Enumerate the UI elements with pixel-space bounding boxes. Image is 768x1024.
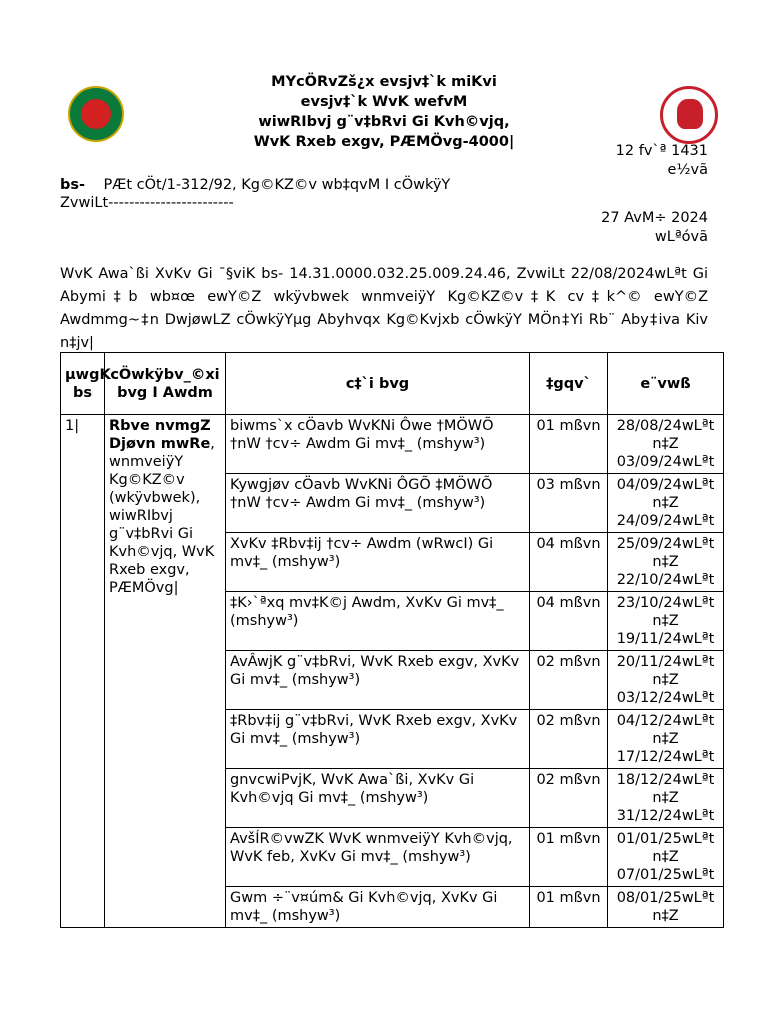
office-cell: gnvcwiPvjK, WvK Awa`ßi, XvKv Gi Kvh©vjq Gi mv‡_ (mshyw³) [226, 769, 530, 828]
duration-cell: 01 mßvn [530, 415, 608, 474]
table-row [61, 415, 724, 474]
period-cell [608, 710, 724, 769]
duration-cell: 02 mßvn [530, 710, 608, 769]
map-emblem-icon [81, 99, 111, 129]
period-cell [608, 415, 724, 474]
runner-emblem-icon [677, 99, 703, 129]
memo-date-line: ZvwiLt------------------------ [60, 195, 234, 211]
period-from: 04/12/24wLªt [616, 713, 715, 729]
period-cell [608, 887, 724, 928]
period-from: 23/10/24wLªt [616, 595, 715, 611]
period-cell [608, 769, 724, 828]
trainee-cell [105, 415, 226, 928]
header-serial: µwgK bs [61, 353, 105, 415]
period-end: 24/09/24wLªt [616, 513, 715, 529]
duration-cell: 02 mßvn [530, 651, 608, 710]
english-date [601, 209, 708, 247]
period-from: 08/01/25wLªt [616, 890, 715, 906]
period-cell [608, 828, 724, 887]
trainee-name: Rbve nvmgZ Djøvn mwRe [109, 418, 211, 452]
period-end: 19/11/24wLªt [616, 631, 715, 647]
period-to: n‡Z [652, 849, 679, 865]
government-logo [68, 86, 124, 142]
period-cell [608, 533, 724, 592]
memo-reference [60, 176, 450, 212]
office-cell: biwms`x cÖavb WvKNi Ôwe †MÖWÕ †nW †cv÷ Awdm Gi mv‡_ (mshyw³) [226, 415, 530, 474]
period-to: n‡Z [652, 495, 679, 511]
period-from: 04/09/24wLªt [616, 477, 715, 493]
header-duration: ‡gqv` [530, 353, 608, 415]
header-trainee: cÖwkÿbv_©xi bvg I Awdm [105, 353, 226, 415]
period-to: n‡Z [652, 613, 679, 629]
period-from: 20/11/24wLªt [616, 654, 715, 670]
trainee-details: , wnmveiÿY Kg©KZ©v (wkÿvbwek), wiwRIbvj g¨v‡bRvi Gi Kvh©vjq, WvK Rxeb exgv, PÆMÖvg| [109, 436, 215, 596]
memo-label: bs- [60, 177, 86, 193]
duration-cell: 01 mßvn [530, 828, 608, 887]
bangla-date-day: 12 fv`ª 1431 [615, 143, 708, 159]
serial-cell: 1| [61, 415, 105, 928]
postal-department-logo [660, 86, 718, 144]
period-from: 01/01/25wLªt [616, 831, 715, 847]
office-cell: AvÂwjK g¨v‡bRvi, WvK Rxeb exgv, XvKv Gi mv‡_ (mshyw³) [226, 651, 530, 710]
header-line-2: evsjv‡`k WvK wefvM [300, 94, 468, 110]
memo-number: PÆt cÖt/1-312/92, Kg©KZ©v wb‡qvM I cÖwkÿY [103, 177, 451, 193]
period-cell [608, 592, 724, 651]
period-cell [608, 651, 724, 710]
bangla-date-era: e½vã [667, 162, 708, 178]
table-header-row [61, 353, 724, 415]
header-office: c‡`i bvg [226, 353, 530, 415]
english-date-day: 27 AvM÷ 2024 [601, 210, 708, 226]
duration-cell: 03 mßvn [530, 474, 608, 533]
header-line-4: WvK Rxeb exgv, PÆMÖvg-4000| [253, 134, 515, 150]
period-to: n‡Z [652, 731, 679, 747]
office-cell: ‡K›`ªxq mv‡K©j Awdm, XvKv Gi mv‡_ (mshyw³) [226, 592, 530, 651]
period-to: n‡Z [652, 672, 679, 688]
period-end: 03/09/24wLªt [616, 454, 715, 470]
period-to: n‡Z [652, 908, 679, 924]
duration-cell: 04 mßvn [530, 533, 608, 592]
period-from: 25/09/24wLªt [616, 536, 715, 552]
header-line-1: MYcÖRvZš¿x evsjv‡`k miKvi [271, 74, 497, 90]
office-cell: XvKv ‡Rbv‡ij †cv÷ Awdm (wRwcI) Gi mv‡_ (mshyw³) [226, 533, 530, 592]
training-schedule-table [60, 352, 724, 928]
period-to: n‡Z [652, 790, 679, 806]
header-period: e¨vwß [608, 353, 724, 415]
bangla-date [616, 142, 708, 180]
period-from: 18/12/24wLªt [616, 772, 715, 788]
office-cell: AvšÍR©vwZK WvK wnmveiÿY Kvh©vjq, WvK feb, XvKv Gi mv‡_ (mshyw³) [226, 828, 530, 887]
header-line-3: wiwRIbvj g¨v‡bRvi Gi Kvh©vjq, [258, 114, 510, 130]
office-cell: ‡Rbv‡ij g¨v‡bRvi, WvK Rxeb exgv, XvKv Gi mv‡_ (mshyw³) [226, 710, 530, 769]
period-end: 03/12/24wLªt [616, 690, 715, 706]
period-end: 17/12/24wLªt [616, 749, 715, 765]
period-to: n‡Z [652, 436, 679, 452]
period-to: n‡Z [652, 554, 679, 570]
duration-cell: 04 mßvn [530, 592, 608, 651]
office-cell: Gwm ÷¨v¤úm& Gi Kvh©vjq, XvKv Gi mv‡_ (mshyw³) [226, 887, 530, 928]
period-end: 31/12/24wLªt [616, 808, 715, 824]
period-cell [608, 474, 724, 533]
period-from: 28/08/24wLªt [616, 418, 715, 434]
period-end: 22/10/24wLªt [616, 572, 715, 588]
duration-cell: 02 mßvn [530, 769, 608, 828]
office-cell: Kywgjøv cÖavb WvKNi ÔGÕ ‡MÖWÕ †nW †cv÷ Awdm Gi mv‡_ (mshyw³) [226, 474, 530, 533]
english-date-era: wLªóvã [654, 229, 708, 245]
period-end: 07/01/25wLªt [616, 867, 715, 883]
duration-cell: 01 mßvn [530, 887, 608, 928]
body-paragraph: WvK Awa`ßi XvKv Gi ¯§viK bs- 14.31.0000.032.25.009.24.46, ZvwiLt 22/08/2024wLªt Gi Abymi‡b wb¤œ ewY©Z wkÿvbwek wnmveiÿY Kg©KZ©v‡K cv‡k^© ewY©Z Awdmmg~‡n DwjøwLZ cÖwkÿYµg Abyhvqx Kg©Kvjxb cÖwkÿY MÖn‡Yi Rb¨ Aby‡iva Kiv n‡jv| [60, 266, 708, 351]
letterhead [200, 72, 568, 152]
